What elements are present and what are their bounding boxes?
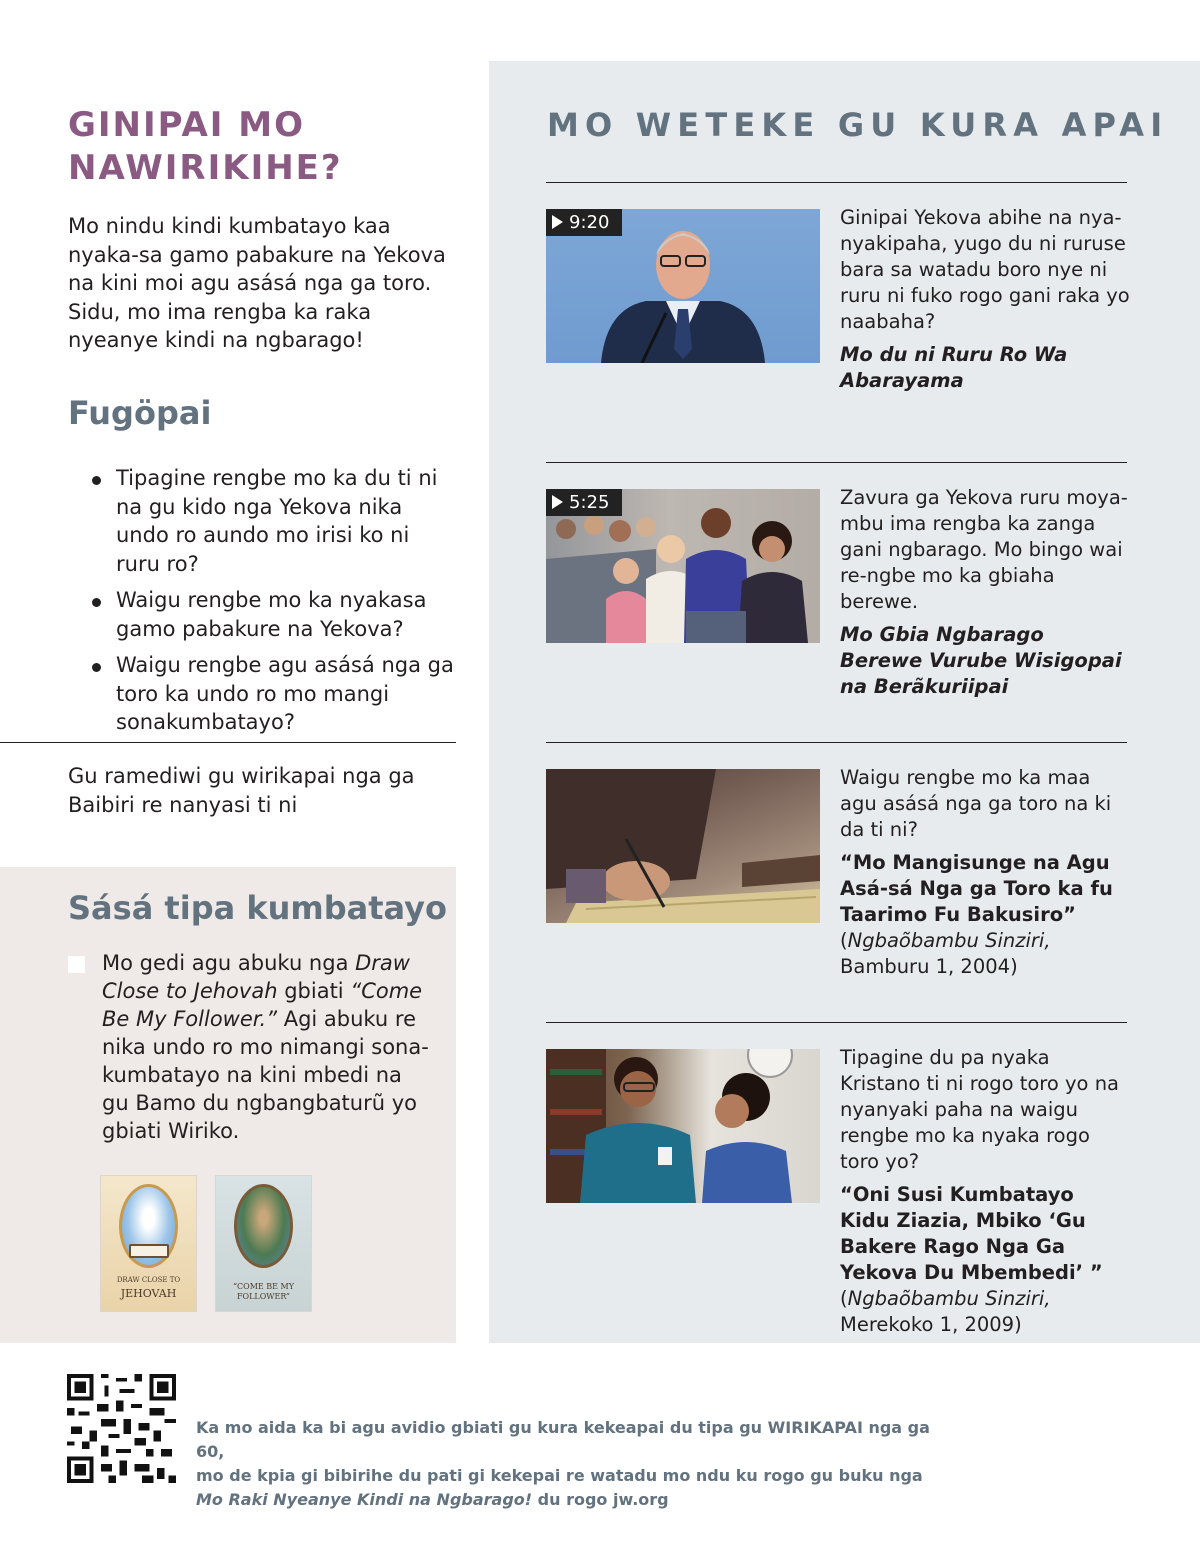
book-cover-draw-close[interactable]: [101, 1176, 196, 1311]
entry-reference[interactable]: Mo Gbia Ngbarago Berewe Vurube Wisigopai na Berãkuriipai: [840, 623, 1122, 698]
review-question: Tipagine rengbe mo ka du ti ni na gu kido nga Yekova nika undo ro aundo mo irisi ko ni ruru ro?: [92, 464, 457, 578]
video-thumbnail[interactable]: [546, 209, 820, 363]
cover-title: “COME BE MY FOLLOWER”: [232, 1282, 295, 1301]
bullet-icon: [92, 598, 101, 607]
book-cover-come-be-my-follower[interactable]: [216, 1176, 311, 1311]
divider: [546, 182, 1127, 183]
bullet-icon: [92, 663, 101, 672]
review-question: Waigu rengbe mo ka nyakasa gamo pabakure na Yekova?: [92, 586, 457, 643]
video-duration-badge: 9:20: [546, 209, 622, 236]
entry-description: Ginipai Yekova abihe na nya-nyakipaha, yugo du ni ruruse bara sa watadu boro nye ni ruru ni fuko rogo gani raka yo naabaha?: [840, 206, 1130, 333]
bullet-icon: [92, 476, 101, 485]
divider: [0, 742, 456, 743]
divider: [546, 742, 1127, 743]
entry-text: [840, 205, 1130, 394]
play-icon: [552, 495, 563, 509]
intro-paragraph: Mo nindu kindi kumbatayo kaa nyaka-sa gamo pabakure na Yekova na kini moi agu asásá nga ga toro. Sidu, mo ima rengba ka raka nyeanye kindi na ngbarago!: [68, 214, 446, 352]
article-image[interactable]: [546, 1049, 820, 1203]
explore-heading: MO WETEKE GU KURA APAI: [547, 106, 1169, 144]
review-question-list: [92, 464, 457, 745]
explore-panel: [489, 61, 1200, 1343]
cover-small-title: DRAW CLOSE TO: [116, 1276, 181, 1284]
writing-illustration: [546, 769, 820, 923]
entry-description: Waigu rengbe mo ka maa agu asásá nga ga toro na ki da ti ni?: [840, 766, 1112, 841]
bible-icon: [129, 1244, 169, 1258]
entry-reference[interactable]: “Oni Susi Kumbatayo Kidu Ziazia, Mbiko ‘Gu Bakere Rago Nga Ga Yekova Du Mbembedi’ ” (Ngbaõbambu Sinziri, Merekoko 1, 2009): [840, 1183, 1103, 1336]
review-heading: Fugöpai: [68, 394, 212, 432]
main-heading: GINIPAI MO NAWIRIKIHE?: [68, 105, 343, 188]
todo-heading: Sásá tipa kumbatayo: [68, 889, 447, 927]
footer-note: Ka mo aida ka bi agu avidio gbiati gu kura kekeapai du tipa gu WIRIKAPAI nga ga 60, mo de kpia gi bibirihe du pati gi kekepai re watadu mo ndu ku rogo gu buku nga Mo Raki Nyeanye Kindi na Ngbarago! du rogo jw.org: [196, 1418, 930, 1509]
entry-text: [840, 1045, 1130, 1338]
todo-box: [0, 867, 456, 1343]
entry-text: [840, 765, 1130, 980]
conversation-illustration: [546, 1049, 820, 1203]
entry-description: Zavura ga Yekova ruru moya-mbu ima rengba ka zanga gani ngbarago. Mo bingo wai re-ngbe mo ka gbiaha berewe.: [840, 486, 1128, 613]
play-icon: [552, 215, 563, 229]
entry-reference[interactable]: “Mo Mangisunge na Agu Asá-sá Nga ga Toro ka fu Taarimo Fu Bakusiro” (Ngbaõbambu Sinziri, Bamburu 1, 2004): [840, 851, 1113, 978]
todo-text: Mo gedi agu abuku nga Draw Close to Jehovah gbiati “Come Be My Follower.” Agi abuku re nika undo ro mo nimangi sona-kumbatayo na kini mbedi na gu Bamo du ngbangbaturũ yo gbiati Wiriko.: [102, 951, 429, 1143]
review-question: Waigu rengbe agu asásá nga ga toro ka undo ro mo mangi sonakumbatayo?: [92, 651, 457, 737]
video-duration-badge: 5:25: [546, 489, 622, 516]
qr-code-icon[interactable]: [67, 1374, 176, 1483]
summary-statement: Gu ramediwi gu wirikapai nga ga Baibiri re nanyasi ti ni: [68, 764, 415, 817]
entry-reference[interactable]: Mo du ni Ruru Ro Wa Abarayama: [840, 343, 1068, 392]
cover-art: [234, 1184, 293, 1268]
entry-description: Tipagine du pa nyaka Kristano ti ni rogo toro yo na nyanyaki paha na waigu rengbe mo ka nyaka rogo toro yo?: [840, 1046, 1119, 1173]
checkbox-icon[interactable]: [68, 956, 85, 973]
divider: [546, 462, 1127, 463]
video-thumbnail[interactable]: [546, 489, 820, 643]
footer-book-title: Mo Raki Nyeanye Kindi na Ngbarago!: [196, 1490, 533, 1509]
article-image[interactable]: [546, 769, 820, 923]
cover-big-title: JEHOVAH: [120, 1287, 177, 1300]
divider: [546, 1022, 1127, 1023]
entry-text: [840, 485, 1130, 700]
